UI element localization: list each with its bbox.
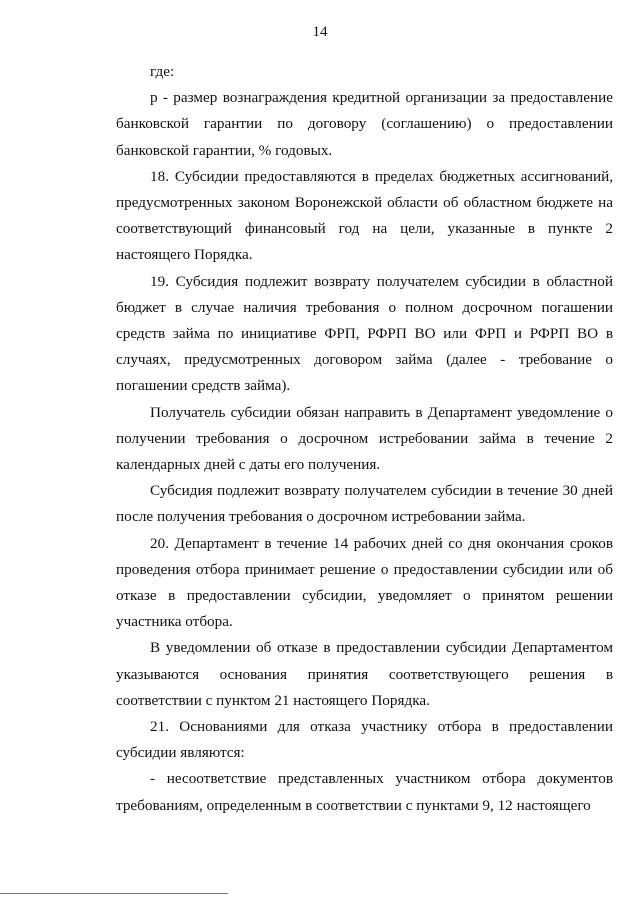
paragraph-item-19: 19. Субсидия подлежит возврату получателем субсидии в областной бюджет в случае наличия требования о полном досрочном погашении средств займа по инициативе ФРП, РФРП ВО или ФРП и РФРП ВО в случаях, предусмотренных договором займа (далее - требование о погашении средств займа). <box>116 272 613 395</box>
paragraph-refusal-ground-1: - несоответствие представленных участником отбора документов требованиям, определенным в соответствии с пунктами 9, 12 настоящего <box>116 770 613 814</box>
paragraph-guarantee-fee: р - размер вознаграждения кредитной организации за предоставление банковской гарантии по договору (соглашению) о предоставлении банковской гарантии, % годовых. <box>116 89 613 159</box>
paragraph-refund-term: Субсидия подлежит возврату получателем субсидии в течение 30 дней после получения требования о досрочном истребовании займа. <box>116 482 613 526</box>
page-number: 14 <box>312 24 328 40</box>
paragraph-item-21: 21. Основаниями для отказа участнику отбора в предоставлении субсидии являются: <box>116 718 613 762</box>
paragraph-refusal-notice: В уведомлении об отказе в предоставлении субсидии Департаментом указываются основания принятия соответствующего решения в соответствии с пунктом 21 настоящего Порядка. <box>116 639 613 709</box>
paragraph-item-18: 18. Субсидии предоставляются в пределах бюджетных ассигнований, предусмотренных законом Воронежской области об областном бюджете на соответствующий финансовый год на цели, указанные в пункте 2 настоящего Порядка. <box>116 167 613 264</box>
bottom-rule <box>0 893 228 894</box>
paragraph-notification-duty: Получатель субсидии обязан направить в Департамент уведомление о получении требования о досрочном истребовании займа в течение 2 календарных дней с даты его получения. <box>116 403 613 474</box>
paragraph-where: где: <box>150 63 175 80</box>
paragraph-item-20: 20. Департамент в течение 14 рабочих дней со дня окончания сроков проведения отбора принимает решение о предоставлении субсидии или об отказе в предоставлении субсидии, уведомляет о принятом решении участника отбора. <box>116 534 613 631</box>
document-body <box>116 59 613 819</box>
